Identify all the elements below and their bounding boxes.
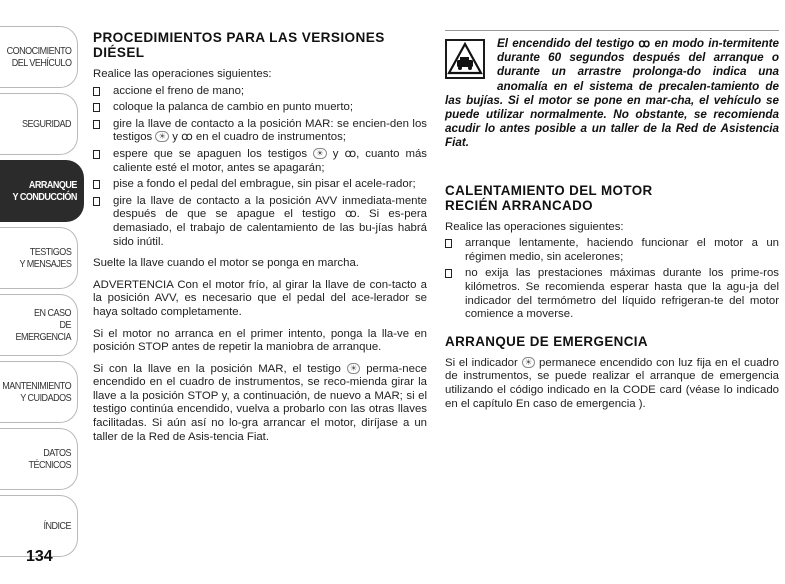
paragraph-text: permanece encendido con luz fija en el cuadro de instrumentos, se puede realizar el arranque de emergencia utilizando el código indicado en la CODE card (véase lo indicado en el capítulo En caso de emergencia ).	[445, 356, 779, 410]
warning-text: El encendido del testigo	[497, 37, 635, 50]
step-text: coloque la palanca de cambio en punto muerto;	[113, 101, 353, 114]
step-text: arranque lentamente, haciendo funcionar el motor a un régimen medio, sin acelerones;	[465, 237, 779, 263]
tab-arranque-y-conduccion[interactable]	[0, 160, 84, 222]
warning-text: en modo in-termitente durante 60 segundos después del arranque o durante un arrastre prolonga-do indica una anomalía en el sistema de precalen-tamiento de las bujías. Si el motor se pone en mar-cha, el vehículo se puede utilizar normalmente. No obstante, se recomienda acudir lo antes posible a un taller de la Red de Asistencia Fiat.	[445, 37, 779, 150]
glow-plug-icon: ☀	[313, 148, 327, 159]
list-item	[93, 195, 427, 249]
list-item	[93, 178, 427, 192]
advertencia-label: ADVERTENCIA	[93, 278, 174, 291]
tab-datos-tecnicos[interactable]	[0, 428, 78, 490]
tab-seguridad[interactable]	[0, 93, 78, 155]
step-text: espere que se apaguen los testigos	[113, 147, 308, 160]
tab-label: DATOS TÉCNICOS	[28, 447, 71, 471]
paragraph-text: Si el indicador	[445, 356, 518, 369]
title-line: RECIÉN ARRANCADO	[445, 197, 593, 213]
step-text: . Si es-pera demasiado, el trabajo de calentamiento de las bu-jías habrá sido inútil.	[113, 208, 427, 248]
checkbox-icon	[93, 150, 100, 159]
release-key-text: Suelte la llave cuando el motor se ponga en marcha.	[93, 257, 359, 270]
list-item	[445, 267, 779, 321]
mar-position-text	[93, 363, 427, 445]
step-text: accione el freno de mano;	[113, 84, 245, 97]
step-text: , cuanto más caliente esté el motor, antes se apagarán;	[113, 147, 427, 174]
advertencia-text	[93, 279, 427, 320]
road-warning-icon	[445, 39, 485, 79]
tab-label: EN CASO DE EMERGENCIA	[15, 307, 72, 343]
glow-plug-icon: ☀	[522, 357, 536, 368]
list-item	[93, 101, 427, 115]
list-item	[93, 148, 427, 175]
tab-testigos-y-mensajes[interactable]	[0, 227, 78, 289]
checkbox-icon	[93, 103, 100, 112]
paragraph-text: perma-nece encendido en el cuadro de instrumentos, se reco-mienda girar la llave a la posición STOP y, a continuación, de nuevo a MAR; si el testigo continúa encendido, vuelva a probarlo con las otras llaves facilitadas. Si aún así no lo-gra arrancar el motor, diríjase a un taller de la Red de Asis-tencia Fiat.	[93, 362, 427, 443]
left-column	[93, 30, 427, 444]
step-text: pise a fondo el pedal del embrague, sin pisar el acele-rador;	[113, 178, 416, 191]
checkbox-icon	[93, 197, 100, 206]
warning-triangle-icon	[447, 41, 483, 77]
tab-label: ÍNDICE	[43, 520, 71, 532]
checkbox-icon	[93, 180, 100, 189]
tab-label: SEGURIDAD	[21, 118, 71, 130]
step-text: gire la llave de contacto a la posición MAR: se encien-den los testigos	[113, 117, 427, 144]
checkbox-icon	[93, 120, 100, 129]
intro-text: Realice las operaciones siguientes:	[445, 220, 624, 233]
tab-label: MANTENIMIENTO Y CUIDADOS	[2, 380, 71, 404]
no-start-text: Si el motor no arranca en el primer intento, ponga la lla-ve en posición STOP antes de repetir la maniobra de arranque.	[93, 327, 427, 354]
tab-mantenimiento-y-cuidados[interactable]	[0, 361, 78, 423]
list-item	[93, 85, 427, 99]
list-item	[445, 237, 779, 264]
list-item	[93, 118, 427, 145]
emergency-start-section	[445, 334, 779, 411]
tab-en-caso-de-emergencia[interactable]	[0, 294, 78, 356]
preheat-icon: ꝏ	[638, 37, 651, 50]
preheat-icon: ꝏ	[181, 131, 193, 144]
checkbox-icon	[445, 269, 452, 278]
preheat-icon: ꝏ	[344, 147, 357, 160]
chapter-tabs	[0, 26, 86, 548]
section-title-calentamiento	[445, 183, 779, 213]
title-line: CALENTAMIENTO DEL MOTOR	[445, 182, 653, 198]
advertencia-body: Con el motor frío, al girar la llave de con-tacto a la posición AVV, es necesario que el pedal del ace-lerador se haya soltado completamente.	[93, 278, 427, 318]
warm-up-section	[445, 183, 779, 322]
step-text: y	[172, 131, 178, 144]
title-line: PROCEDIMIENTOS PARA LAS VERSIONES	[93, 30, 385, 45]
page-number: 134	[26, 548, 53, 565]
section-title-diesel	[93, 30, 427, 60]
intro-text: Realice las operaciones siguientes:	[93, 68, 272, 80]
preheat-icon: ꝏ	[344, 208, 357, 221]
emergency-text	[445, 357, 779, 411]
checkbox-icon	[93, 87, 100, 96]
paragraph-text: Si con la llave en la posición MAR, el testigo	[93, 362, 341, 375]
tab-label: CONOCIMIENTO DEL VEHÍCULO	[6, 45, 71, 69]
step-text: no exija las prestaciones máximas durante los prime-ros kilómetros. Se recomienda esperar hasta que la agu-ja del indicador del termómetro del líquido refrigeran-te del motor comience a moverse.	[465, 267, 779, 321]
tab-label: TESTIGOS Y MENSAJES	[19, 246, 71, 270]
section-title-emergencia: ARRANQUE DE EMERGENCIA	[445, 333, 648, 349]
step-text: en el cuadro de instrumentos;	[195, 131, 346, 144]
steps-list	[93, 85, 427, 250]
tab-conocimiento-del-vehiculo[interactable]	[0, 26, 78, 88]
right-column	[445, 30, 779, 411]
tab-label: ARRANQUE Y CONDUCCIÓN	[12, 179, 77, 203]
checkbox-icon	[445, 239, 452, 248]
steps-list	[445, 237, 779, 322]
glow-plug-icon: ☀	[347, 363, 361, 374]
title-line: DIÉSEL	[93, 45, 145, 60]
step-text: gire la llave de contacto a la posición AVV inmediata-mente después de que se apague el testigo	[113, 194, 427, 221]
step-text: y	[332, 147, 339, 160]
glow-plug-icon: ☀	[155, 131, 169, 142]
warning-note	[445, 30, 779, 151]
